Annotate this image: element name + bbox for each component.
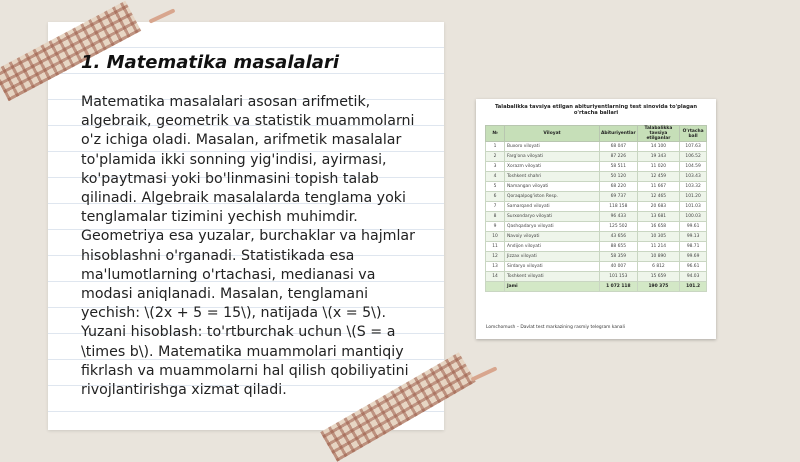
table-cell: 104.59 bbox=[680, 162, 707, 172]
table-cell: 190 375 bbox=[637, 282, 680, 292]
table-cell: Toshkent viloyati bbox=[505, 272, 600, 282]
table-cell: Xorazm viloyati bbox=[505, 162, 600, 172]
body-text: Matematika masalalari asosan arifmetik, algebraik, geometrik va statistik muammolarni o'z ichiga oladi. Masalan, arifmetik masalalar to'plamida ikki sonning yig'indisi, ayirmasi, ko'paytmasi yoki bo'linmasini topish talab qilinadi. Algebraik masalalarda tenglama yoki tenglamalar tizimini yechish muhimdir. Geometriya esa yuzalar, burchaklar va hajmlar hisoblashni o'rganadi. Statistikada esa ma'lumotlarning o'rtachasi, medianasi va modasi aniqlanadi. Masalan, tenglamani yechish: \(2x + 5 = 15\), natijada \(x = 5\). Yuzani hisoblash: to'rtburchak uchun \(S = a \times b\). Matematika muammolari mantiqiy fikrlash va muammolarni hal qilish qobiliyatini rivojlantirishga xizmat qiladi. bbox=[81, 94, 415, 399]
table-cell: 88 655 bbox=[600, 242, 638, 252]
table-row bbox=[486, 242, 707, 252]
table-cell: 16 658 bbox=[637, 222, 680, 232]
table-cell: 69 737 bbox=[600, 192, 638, 202]
table-cell: Surxondaryo viloyati bbox=[505, 212, 600, 222]
table-cell bbox=[486, 282, 505, 292]
table-row bbox=[486, 172, 707, 182]
table-cell: Toshkent shahri bbox=[505, 172, 600, 182]
table-cell: Qashqadaryo viloyati bbox=[505, 222, 600, 232]
table-cell: 103.32 bbox=[680, 182, 707, 192]
table-cell: 87 226 bbox=[600, 152, 638, 162]
table-total-row bbox=[486, 282, 707, 292]
table-row bbox=[486, 162, 707, 172]
table-cell: Jami bbox=[505, 282, 600, 292]
table-cell: 20 683 bbox=[637, 202, 680, 212]
table-cell: 96.61 bbox=[680, 262, 707, 272]
table-row bbox=[486, 152, 707, 162]
table-cell: 10 305 bbox=[637, 232, 680, 242]
table-cell: Namangan viloyati bbox=[505, 182, 600, 192]
table-cell: 11 020 bbox=[637, 162, 680, 172]
figure-footnote: Lomchomush – Davlat test markazining rasmiy telegram kanali bbox=[486, 325, 625, 330]
table-cell: 8 bbox=[486, 212, 505, 222]
table-cell: 15 659 bbox=[637, 272, 680, 282]
table-cell: Buxoro viloyati bbox=[505, 142, 600, 152]
table-cell: Jizzax viloyati bbox=[505, 252, 600, 262]
table-cell: 99.69 bbox=[680, 252, 707, 262]
table-row bbox=[486, 182, 707, 192]
table-row bbox=[486, 252, 707, 262]
table-cell: 19 343 bbox=[637, 152, 680, 162]
table-row bbox=[486, 262, 707, 272]
table-header-row bbox=[486, 126, 707, 142]
table-row bbox=[486, 222, 707, 232]
header-cell: Talabalikka tavsiya etilganlar bbox=[637, 126, 680, 142]
table-cell: Andijon viloyati bbox=[505, 242, 600, 252]
table-cell: 11 667 bbox=[637, 182, 680, 192]
table-cell: Sirdaryo viloyati bbox=[505, 262, 600, 272]
table-cell: 68 220 bbox=[600, 182, 638, 192]
table-cell: 7 bbox=[486, 202, 505, 212]
table-cell: 107.63 bbox=[680, 142, 707, 152]
table-cell: Navoiy viloyati bbox=[505, 232, 600, 242]
header-cell: O'rtacha ball bbox=[680, 126, 707, 142]
table-cell: 12 465 bbox=[637, 192, 680, 202]
table-cell: 40 007 bbox=[600, 262, 638, 272]
table-cell: 100.03 bbox=[680, 212, 707, 222]
table-cell: 101.2 bbox=[680, 282, 707, 292]
table-cell: 68 047 bbox=[600, 142, 638, 152]
table-row bbox=[486, 212, 707, 222]
table-cell: 98.71 bbox=[680, 242, 707, 252]
table-row bbox=[486, 232, 707, 242]
table-row bbox=[486, 142, 707, 152]
table-cell: 50 120 bbox=[600, 172, 638, 182]
table-cell: 103.43 bbox=[680, 172, 707, 182]
table-cell: 101 153 bbox=[600, 272, 638, 282]
table-cell: 96 433 bbox=[600, 212, 638, 222]
figure-title: Talabalikka tavsiya etilgan abituriyentlarning test sinovida to'plagan o'rtacha ballari bbox=[494, 104, 698, 117]
table-row bbox=[486, 202, 707, 212]
table-cell: 4 bbox=[486, 172, 505, 182]
slide-title: 1. Matematika masalalari bbox=[81, 52, 340, 73]
table-cell: 99.61 bbox=[680, 222, 707, 232]
table-cell: Farg'ona viloyati bbox=[505, 152, 600, 162]
table-cell: 125 502 bbox=[600, 222, 638, 232]
table-cell: 14 100 bbox=[637, 142, 680, 152]
table-cell: 10 890 bbox=[637, 252, 680, 262]
table-cell: 6 812 bbox=[637, 262, 680, 272]
table-row bbox=[486, 192, 707, 202]
table-cell: 99.13 bbox=[680, 232, 707, 242]
table-cell: 101.20 bbox=[680, 192, 707, 202]
table-cell: Qoraqalpog'iston Resp. bbox=[505, 192, 600, 202]
header-cell: Abituriyentlar bbox=[600, 126, 638, 142]
table-cell: 106.52 bbox=[680, 152, 707, 162]
header-cell: № bbox=[486, 126, 505, 142]
table-cell: 101.03 bbox=[680, 202, 707, 212]
table-figure bbox=[476, 99, 716, 339]
table-cell: 11 bbox=[486, 242, 505, 252]
table-cell: 5 bbox=[486, 182, 505, 192]
table-cell: 13 bbox=[486, 262, 505, 272]
table-cell: 11 214 bbox=[637, 242, 680, 252]
table-cell: 58 511 bbox=[600, 162, 638, 172]
table-cell: 12 bbox=[486, 252, 505, 262]
table-cell: Samarqand viloyati bbox=[505, 202, 600, 212]
pin-decoration bbox=[470, 366, 497, 381]
table-cell: 14 bbox=[486, 272, 505, 282]
table-cell: 13 681 bbox=[637, 212, 680, 222]
table-cell: 43 656 bbox=[600, 232, 638, 242]
table-cell: 1 bbox=[486, 142, 505, 152]
table-cell: 12 459 bbox=[637, 172, 680, 182]
table-cell: 2 bbox=[486, 152, 505, 162]
header-cell: Viloyat bbox=[505, 126, 600, 142]
table-cell: 94.03 bbox=[680, 272, 707, 282]
table-cell: 9 bbox=[486, 222, 505, 232]
table-cell: 1 072 118 bbox=[600, 282, 638, 292]
table-cell: 6 bbox=[486, 192, 505, 202]
table-cell: 118 158 bbox=[600, 202, 638, 212]
table-row bbox=[486, 272, 707, 282]
table-cell: 58 359 bbox=[600, 252, 638, 262]
table-cell: 10 bbox=[486, 232, 505, 242]
scores-table bbox=[485, 125, 707, 292]
table-cell: 3 bbox=[486, 162, 505, 172]
